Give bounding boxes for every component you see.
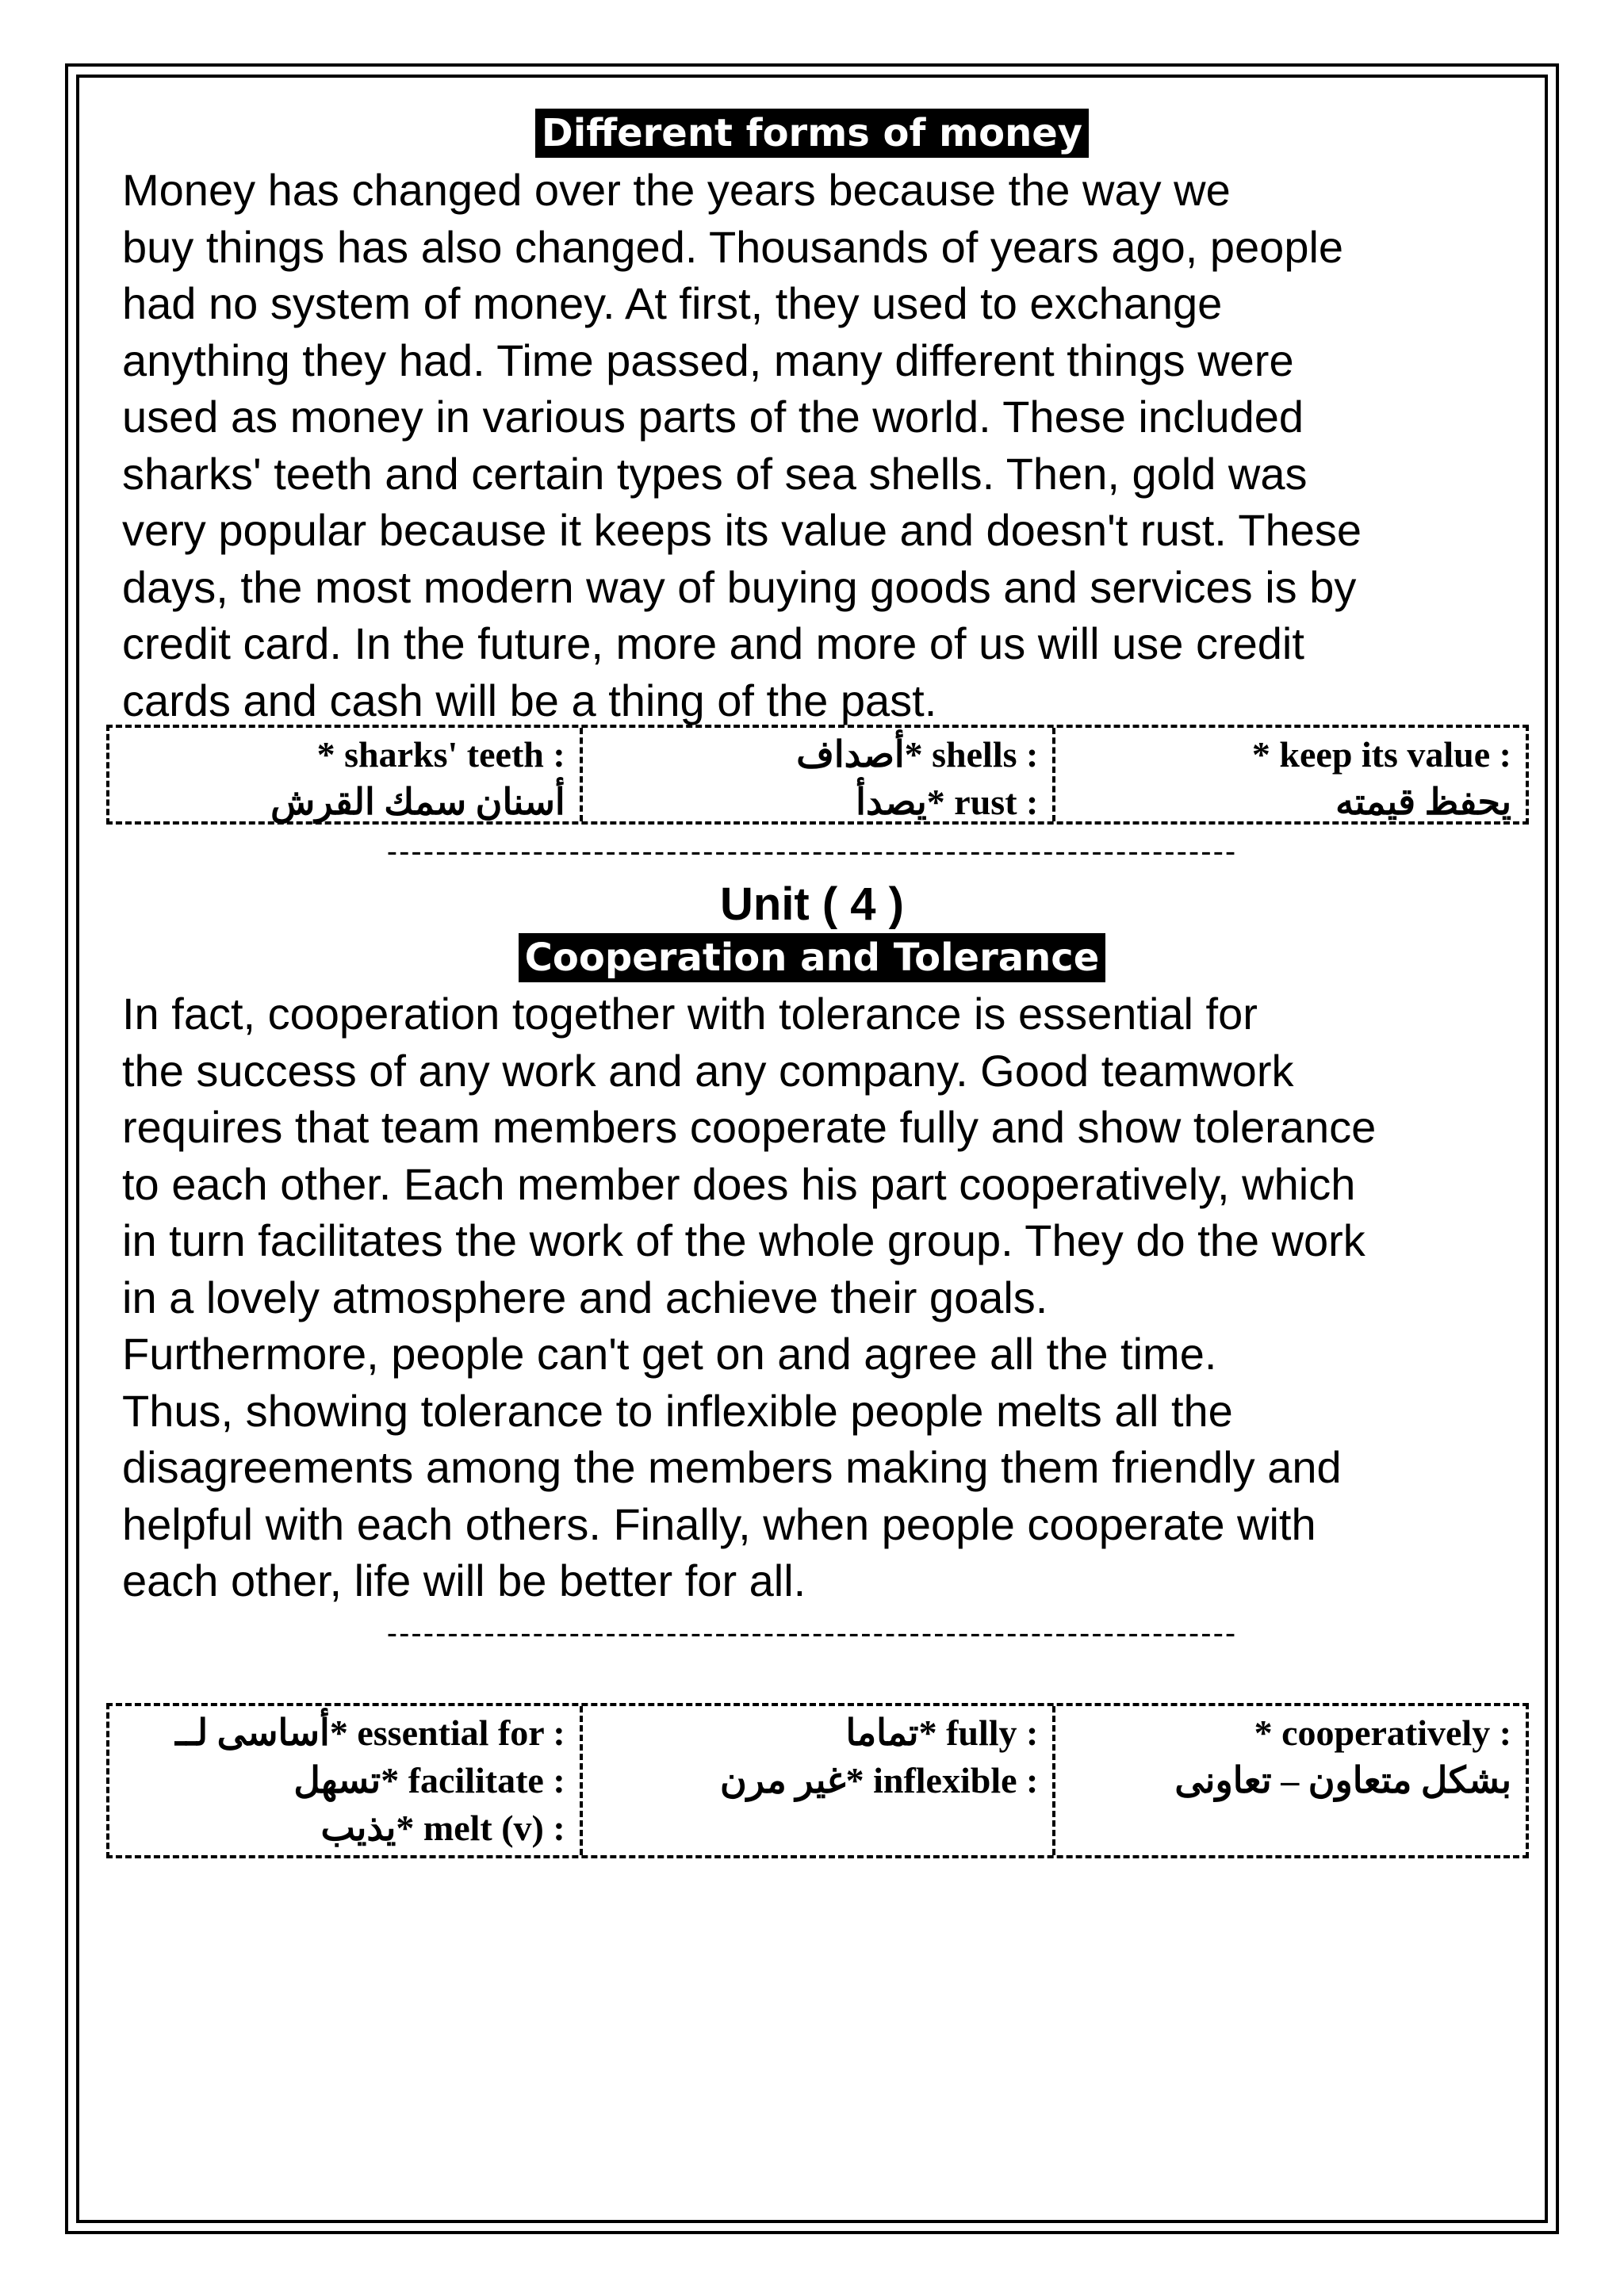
paragraph-line: in a lovely atmosphere and achieve their goals. — [122, 1272, 1048, 1322]
unit-title: Unit ( 4 ) — [720, 878, 904, 930]
vocab-entry: بشكل متعاون – تعاونى — [1174, 1760, 1512, 1800]
vocab-column — [580, 728, 1053, 821]
paragraph-line: to each other. Each member does his part cooperatively, which — [122, 1158, 1356, 1209]
paragraph-line: each other, life will be better for all. — [122, 1556, 806, 1605]
divider-line: ---------------------------------------------------------------------- — [386, 834, 1238, 869]
paragraph-line: requires that team members cooperate fully and show tolerance — [122, 1102, 1377, 1152]
paragraph-line: days, the most modern way of buying goods and services is by — [122, 561, 1357, 612]
section-title-text: Different forms of money — [535, 109, 1089, 158]
vocab-column — [109, 728, 580, 821]
paragraph-line: the success of any work and any company. Good teamwork — [122, 1045, 1294, 1096]
vocab-entry: * cooperatively : — [1254, 1712, 1512, 1753]
paragraph-line: very popular because it keeps its value and doesn't rust. These — [122, 505, 1362, 555]
section-title — [0, 109, 1624, 158]
vocab-column — [1052, 728, 1526, 821]
paragraph-line: anything they had. Time passed, many different things were — [122, 335, 1294, 385]
vocab-entry: * keep its value : — [1251, 734, 1512, 775]
paragraph-line: used as money in various parts of the world. These included — [122, 392, 1304, 442]
unit-subtitle — [0, 933, 1624, 982]
vocab-entry: يحفظ قيمته — [1335, 782, 1512, 822]
vocab-entry: تسهل* facilitate : — [293, 1760, 565, 1800]
paragraph-line: Money has changed over the years because the way we — [122, 165, 1231, 215]
vocab-entry: أسنان سمك القرش — [270, 782, 565, 822]
vocab-column — [109, 1706, 580, 1855]
vocabulary-box-money — [106, 725, 1529, 825]
paragraph-line: In fact, cooperation together with tolerance is essential for — [122, 989, 1258, 1039]
paragraph-line: helpful with each others. Finally, when people cooperate with — [122, 1498, 1316, 1549]
paragraph-line: cards and cash will be a thing of the past. — [122, 675, 937, 725]
vocabulary-box-cooperation — [106, 1703, 1529, 1858]
vocab-entry: أساسى لــ* essential for : — [175, 1712, 565, 1753]
paragraph-line: credit card. In the future, more and more of us will use credit — [122, 618, 1304, 668]
vocab-column — [580, 1706, 1053, 1855]
vocab-entry: تماما* fully : — [845, 1712, 1039, 1753]
vocab-entry: * sharks' teeth : — [316, 734, 565, 775]
vocab-entry: يذيب* melt (v) : — [320, 1808, 565, 1848]
paragraph-line: Thus, showing tolerance to inflexible people melts all the — [122, 1385, 1233, 1436]
vocab-entry: غير مرن* inflexible : — [719, 1760, 1039, 1800]
vocab-entry: أصداف* shells : — [796, 734, 1039, 775]
paragraph-line: sharks' teeth and certain types of sea shells. Then, gold was — [122, 448, 1308, 499]
paragraph-line: had no system of money. At first, they used to exchange — [122, 278, 1223, 328]
paragraph-line: disagreements among the members making them friendly and — [122, 1442, 1342, 1492]
vocab-column — [1052, 1706, 1526, 1855]
money-paragraph — [122, 162, 1534, 729]
paragraph-line: in turn facilitates the work of the whole group. They do the work — [122, 1215, 1365, 1265]
cooperation-paragraph — [122, 985, 1534, 1609]
divider-line: ---------------------------------------------------------------------- — [386, 1616, 1238, 1651]
paragraph-line: buy things has also changed. Thousands of years ago, people — [122, 221, 1344, 272]
unit-subtitle-text: Cooperation and Tolerance — [519, 933, 1106, 982]
vocab-entry: يصدأ* rust : — [856, 782, 1039, 822]
paragraph-line: Furthermore, people can't get on and agree all the time. — [122, 1329, 1217, 1379]
